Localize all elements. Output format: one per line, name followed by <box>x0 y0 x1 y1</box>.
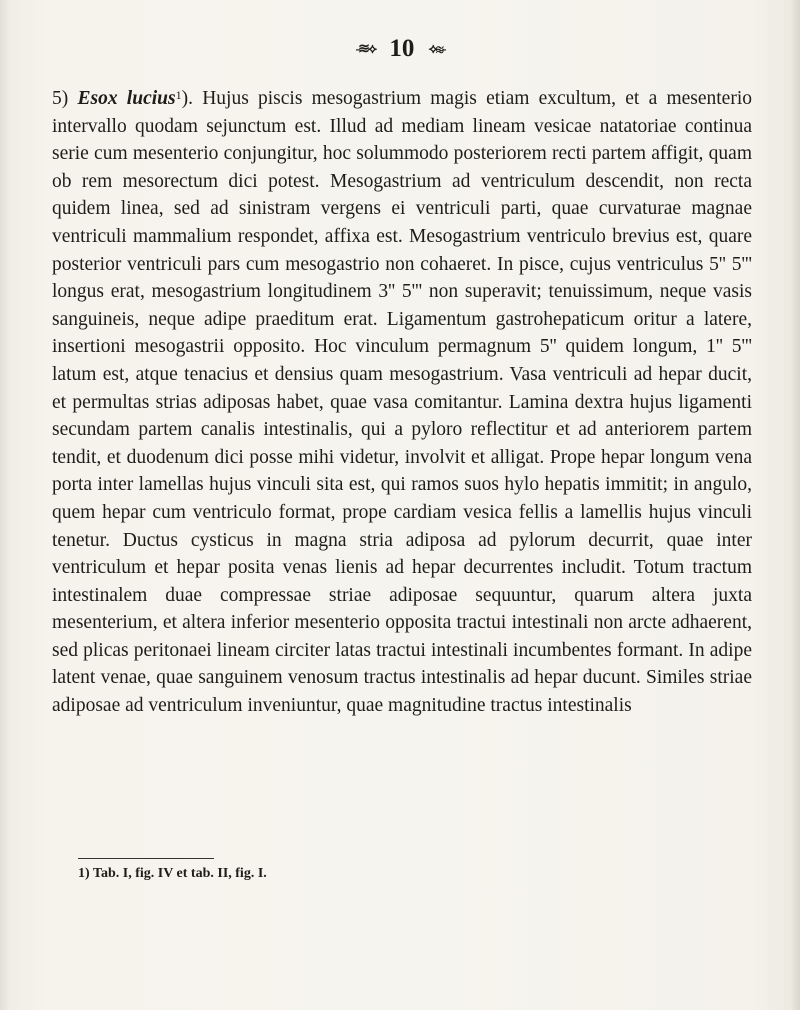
footnote-marker-close: ). <box>181 88 193 109</box>
footnote: 1) Tab. I, fig. IV et tab. II, fig. I. <box>78 866 267 881</box>
section-number: 5) <box>52 88 69 109</box>
species-name: Esox lucius <box>77 88 176 109</box>
left-ornament-icon: -≋⟡ <box>355 42 376 58</box>
page-edge-shadow <box>790 0 800 1010</box>
footnote-marker: 1 <box>175 88 182 102</box>
footnote-divider <box>78 858 214 859</box>
page-left-shadow <box>0 0 10 1010</box>
page-header <box>0 34 800 65</box>
paragraph-text: Hujus piscis mesogastrium magis etiam excultum, et a mesenterio intervallo quodam sejunctum est. Illud ad mediam lineam vesicae natatoriae continua serie cum mesenterio conjungitur, hoc solummodo posteriorem recti partem affigit, quam ob rem mesorectum dici potest. Mesogastrium ad ventriculum descendit, non recta quidem linea, sed ad sinistram vergens ei ventriculi parti, quae curvaturae magnae ventriculi mammalium respondet, affixa est. Mesogastrium ventriculo brevius est, quare posterior ventriculi pars cum mesogastrio non cohaeret. In pisce, cujus ventriculus 5'' 5''' longus erat, mesogastrium longitudinem 3'' 5''' non superavit; tenuissimum, neque vasis sanguineis, neque adipe praeditum erat. Ligamentum gastrohepaticum oritur a latere, insertioni mesogastrii opposito. Hoc vinculum permagnum 5'' quidem longum, 1'' 5''' latum est, atque tenacius et densius quam mesogastrium. Vasa ventriculi ad hepar ducit, et permultas strias adiposas habet, quae vasa comitantur. Lamina dextra hujus ligamenti secundam partem canalis intestinalis, qui a pyloro reflectitur et ad anteriorem partem tendit, et duodenum dici posse mihi videtur, involvit et alligat. Prope hepar longum vena porta inter lamellas hujus vinculi sita est, qui ramos suos hylo hepatis immitit; in angulo, quem hepar cum ventriculo format, prope cardiam vesica fellis a lamellis hujus vinculi tenetur. Ductus cysticus in magna stria adiposa ad pylorum decurrit, quae inter ventriculum et hepar posita venas lienis ad hepar decurrentes includit. Totum tractum intestinalem duae compressae striae adiposae sequuntur, quarum altera juxta mesenterium, et altera inferior mesenterio opposita tractui intestinali non arcte adhaerent, sed plicas peritonaei lineam circiter latas tractui intestinali incumbentes formant. In adipe latent venae, quae sanguinem venosum tractus intestinalis ad hepar ducunt. Similes striae adiposae ad ventriculum inveniuntur, quae magnitudine tractus intestinalis <box>52 88 753 717</box>
main-paragraph <box>52 85 752 720</box>
right-ornament-icon: ⟡≋- <box>428 42 445 58</box>
page-number: 10 <box>389 35 415 62</box>
